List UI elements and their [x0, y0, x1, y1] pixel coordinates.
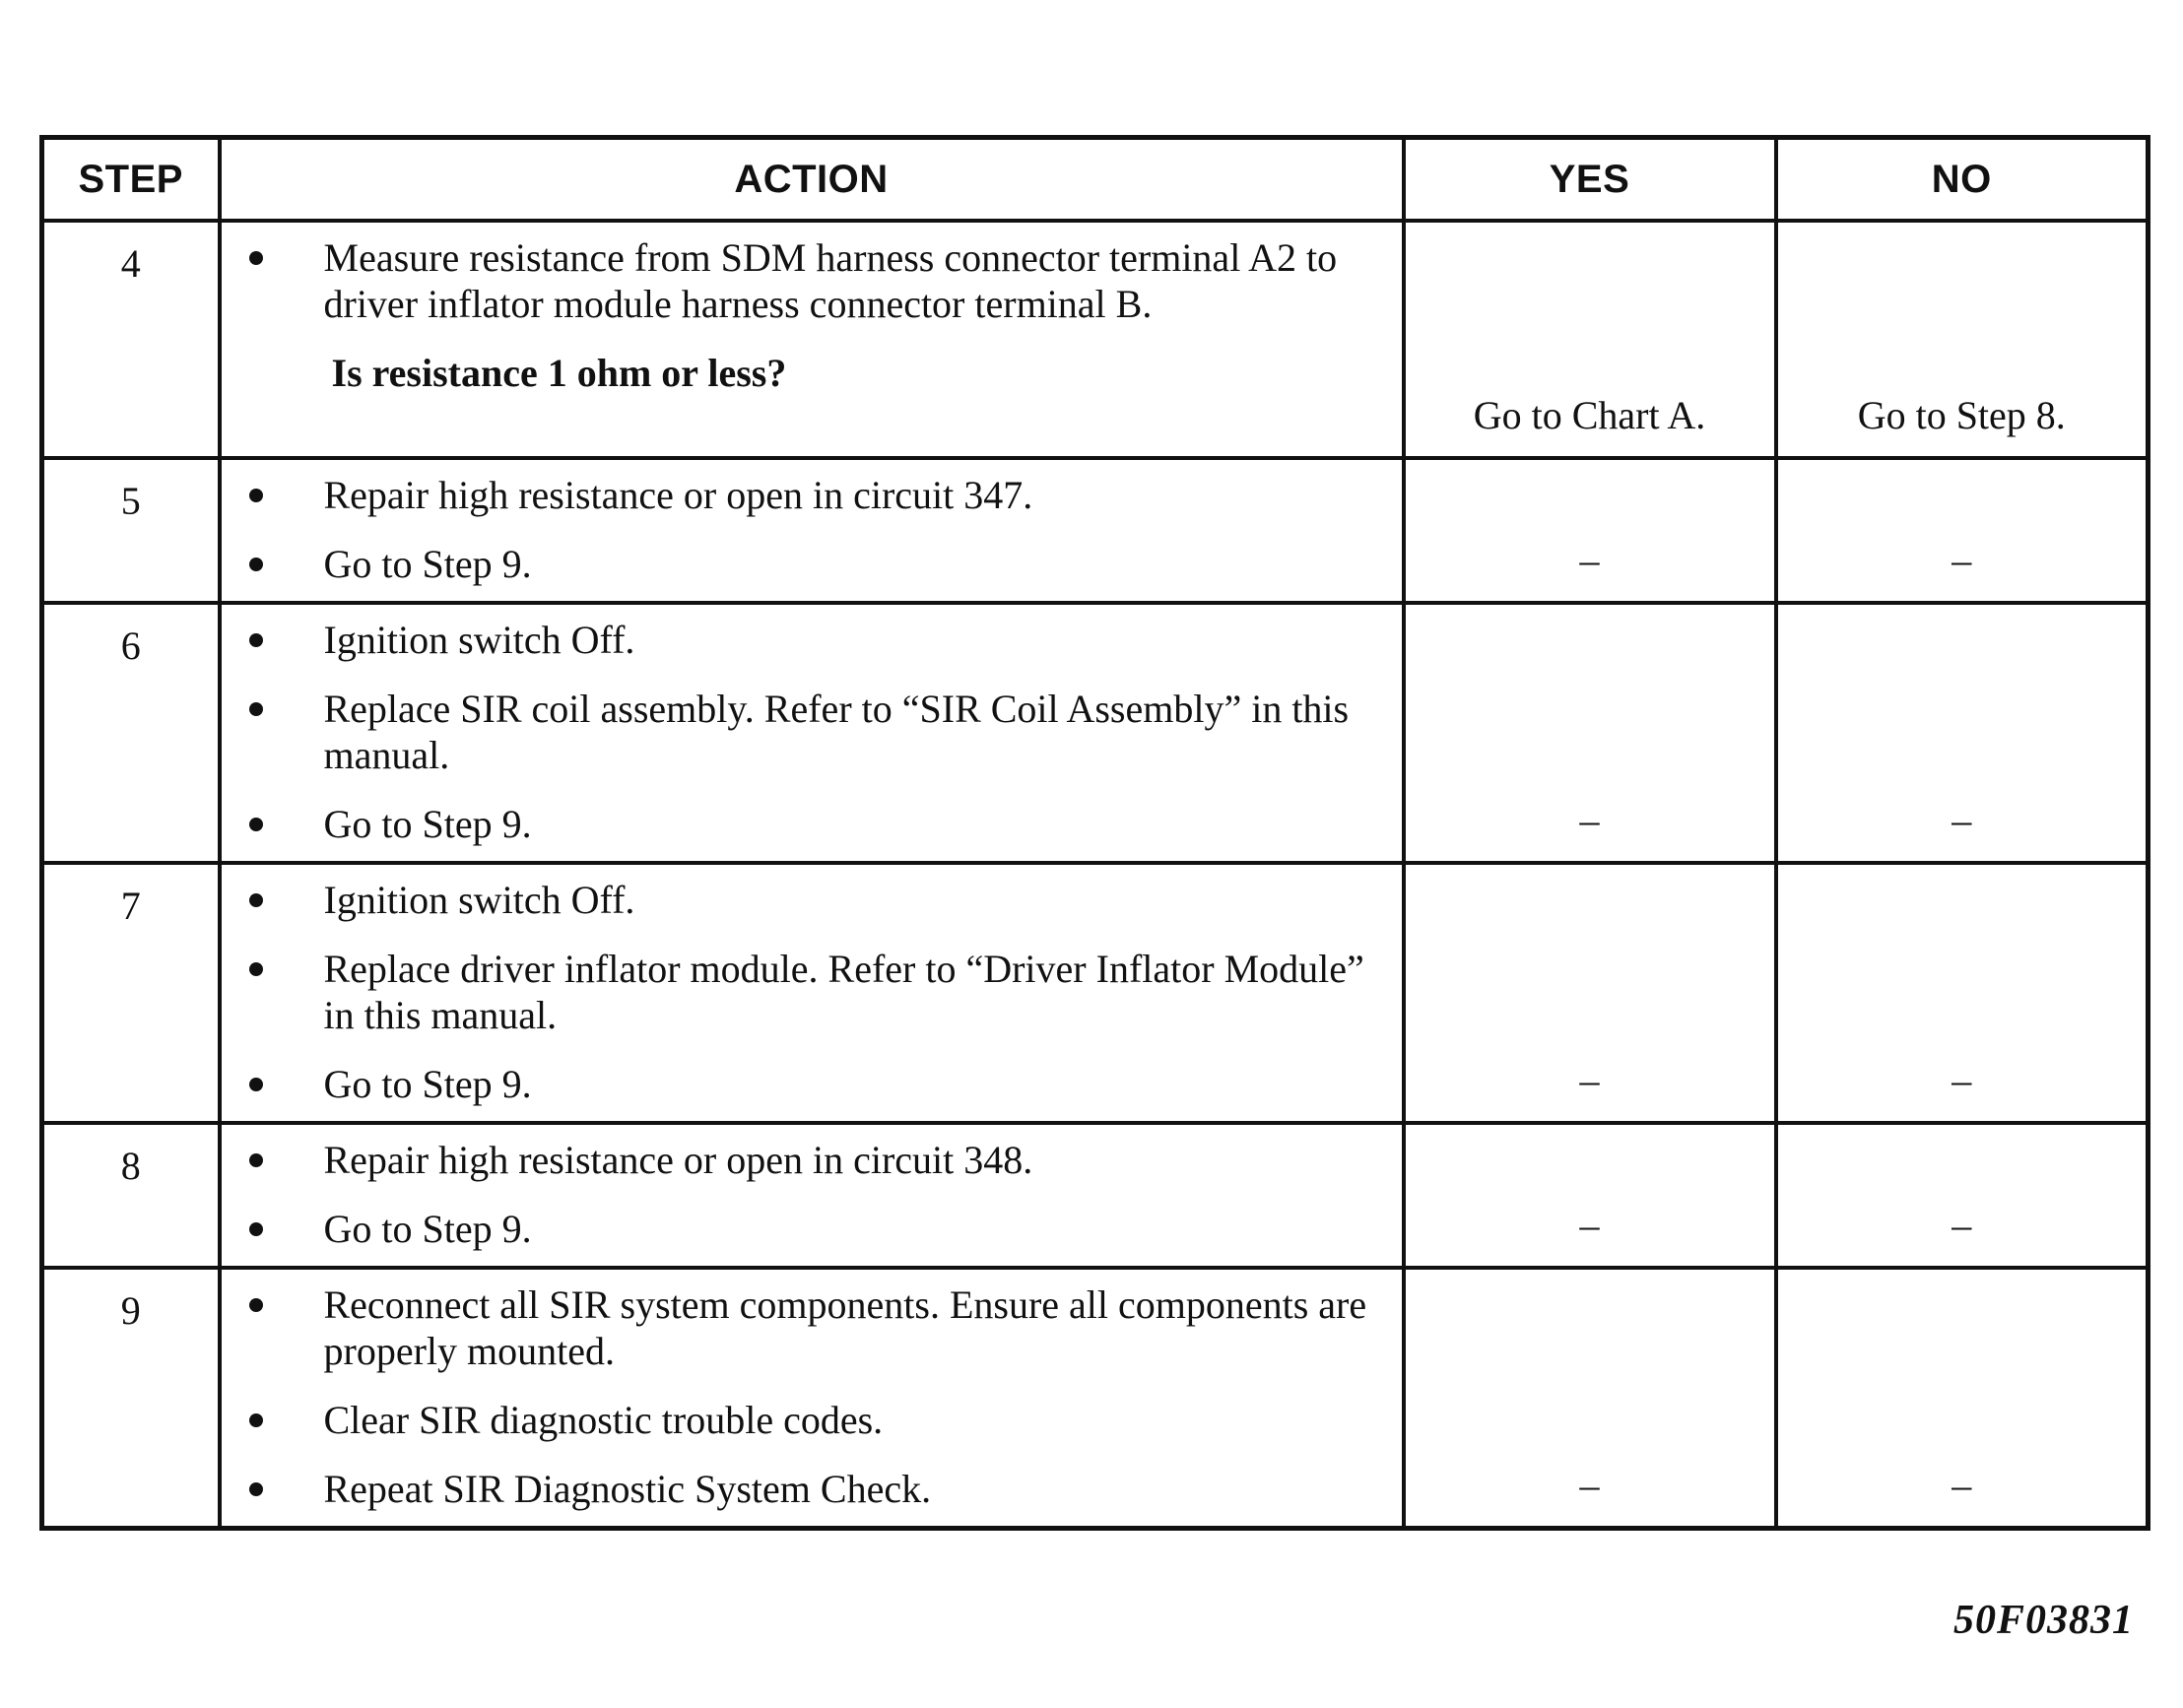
bullet-icon [249, 489, 263, 502]
action-cell [220, 458, 1404, 603]
action-text: Clear SIR diagnostic trouble codes. [323, 1398, 884, 1442]
action-text: Measure resistance from SDM harness connector terminal A2 to driver inflator module harness connector terminal B. [323, 235, 1338, 326]
action-item [233, 1137, 1382, 1183]
header-no: NO [1776, 138, 2149, 222]
dash-mark: – [1579, 1203, 1600, 1247]
dash-mark: – [1579, 1058, 1600, 1102]
header-step: STEP [42, 138, 220, 222]
yes-cell [1404, 1123, 1776, 1268]
action-text: Replace SIR coil assembly. Refer to “SIR Coil Assembly” in this manual. [323, 687, 1350, 777]
bullet-icon [249, 1413, 263, 1427]
yes-cell [1404, 1268, 1776, 1529]
action-text: Replace driver inflator module. Refer to “Driver Inflator Module” in this manual. [323, 947, 1364, 1037]
action-cell [220, 221, 1404, 458]
table-row [42, 603, 2149, 863]
action-item [233, 541, 1382, 587]
table-row [42, 1123, 2149, 1268]
no-cell [1776, 863, 2149, 1123]
action-item [233, 234, 1382, 327]
no-cell [1776, 1123, 2149, 1268]
table-row [42, 863, 2149, 1123]
action-item [233, 877, 1382, 923]
table-row [42, 1268, 2149, 1529]
bullet-icon [249, 962, 263, 976]
action-item [233, 1206, 1382, 1252]
step-number: 5 [42, 458, 220, 603]
step-number: 8 [42, 1123, 220, 1268]
bullet-icon [249, 251, 263, 265]
action-cell [220, 1123, 1404, 1268]
bullet-icon [249, 818, 263, 831]
action-text: Go to Step 9. [323, 802, 532, 846]
table-header-row [42, 138, 2149, 222]
header-yes: YES [1404, 138, 1776, 222]
step-number: 9 [42, 1268, 220, 1529]
no-cell [1776, 603, 2149, 863]
bullet-icon [249, 558, 263, 571]
dash-mark: – [1951, 798, 1972, 842]
bullet-icon [249, 1222, 263, 1236]
action-text: Ignition switch Off. [323, 878, 635, 922]
question-text: Is resistance 1 ohm or less? [331, 351, 787, 395]
dash-mark: – [1579, 798, 1600, 842]
action-item [233, 472, 1382, 518]
bullet-icon [249, 1482, 263, 1496]
bullet-icon [249, 633, 263, 647]
action-item [233, 1061, 1382, 1107]
action-item [233, 1397, 1382, 1443]
yes-cell [1404, 458, 1776, 603]
action-item [233, 1281, 1382, 1374]
bullet-icon [249, 1153, 263, 1167]
dash-mark: – [1579, 538, 1600, 582]
dash-mark: – [1951, 1203, 1972, 1247]
bullet-icon [249, 893, 263, 907]
no-cell: Go to Step 8. [1776, 221, 2149, 458]
bullet-icon [249, 1078, 263, 1091]
no-cell [1776, 458, 2149, 603]
action-text: Go to Step 9. [323, 1062, 532, 1106]
dash-mark: – [1951, 1058, 1972, 1102]
action-text: Go to Step 9. [323, 542, 532, 586]
action-text: Go to Step 9. [323, 1207, 532, 1251]
dash-mark: – [1951, 538, 1972, 582]
table-row [42, 458, 2149, 603]
yes-cell: Go to Chart A. [1404, 221, 1776, 458]
no-cell [1776, 1268, 2149, 1529]
diagnostic-table [39, 135, 2150, 1531]
action-text: Repair high resistance or open in circuit 348. [323, 1138, 1033, 1182]
action-item [233, 1466, 1382, 1512]
step-number: 7 [42, 863, 220, 1123]
bullet-icon [249, 1298, 263, 1312]
figure-id: 50F03831 [1952, 1598, 2134, 1643]
action-text: Ignition switch Off. [323, 618, 635, 662]
dash-mark: – [1951, 1463, 1972, 1507]
action-cell [220, 863, 1404, 1123]
step-number: 6 [42, 603, 220, 863]
action-item [233, 946, 1382, 1038]
table-row [42, 221, 2149, 458]
action-cell [220, 1268, 1404, 1529]
header-action: ACTION [220, 138, 1404, 222]
action-text: Repair high resistance or open in circuit 347. [323, 473, 1033, 517]
action-cell [220, 603, 1404, 863]
dash-mark: – [1579, 1463, 1600, 1507]
step-number: 4 [42, 221, 220, 458]
bullet-icon [249, 702, 263, 716]
action-text: Repeat SIR Diagnostic System Check. [323, 1467, 932, 1511]
action-item [233, 617, 1382, 663]
yes-cell [1404, 603, 1776, 863]
action-item [233, 801, 1382, 847]
action-item [233, 686, 1382, 778]
action-text: Reconnect all SIR system components. Ensure all components are properly mounted. [323, 1282, 1367, 1373]
yes-cell [1404, 863, 1776, 1123]
